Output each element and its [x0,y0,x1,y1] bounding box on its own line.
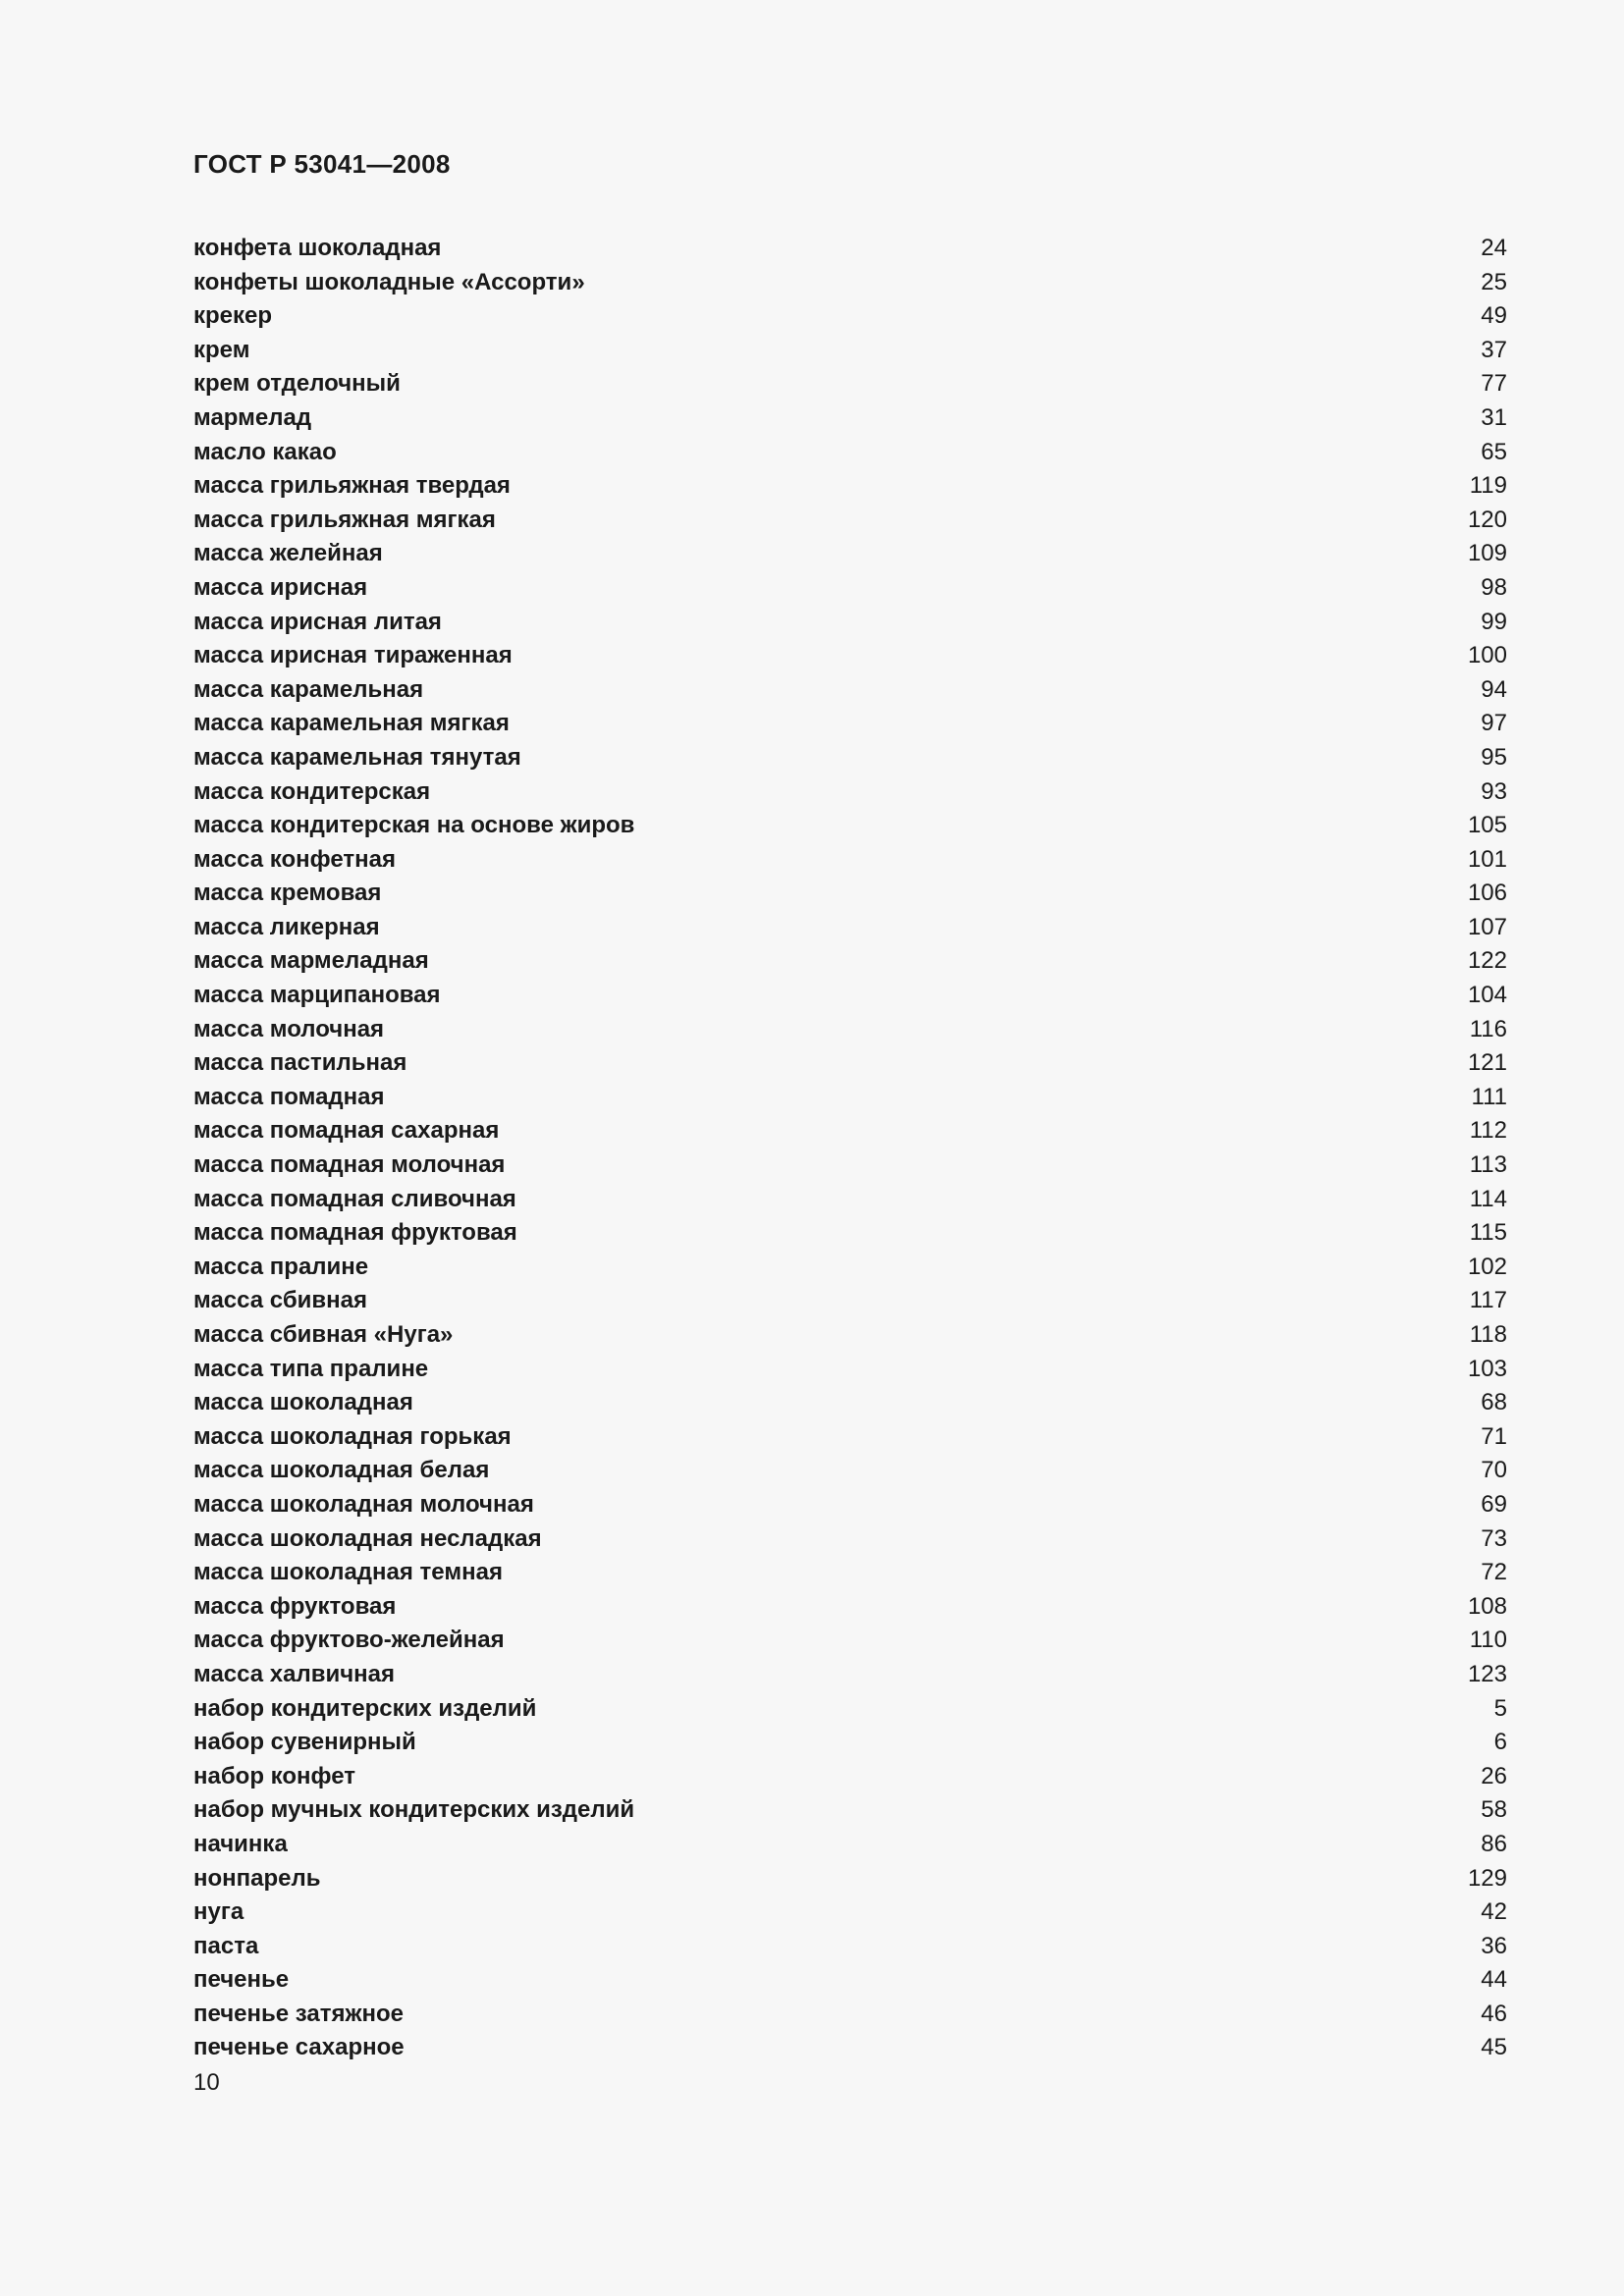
index-term: паста [193,1932,259,1959]
index-entry [193,1148,1507,1183]
index-term: масса типа пралине [193,1355,429,1382]
index-term: набор конфет [193,1762,355,1789]
index-term: масса помадная фруктовая [193,1219,517,1247]
index-term: масса фруктово-желейная [193,1627,505,1654]
index-term: масса кондитерская [193,777,431,805]
index-entry [193,1386,1507,1420]
index-term: начинка [193,1830,288,1857]
index-ref-number: 123 [1467,1660,1507,1687]
alphabetical-index [193,232,1507,2065]
index-entry [193,1590,1507,1625]
index-entry [193,1726,1507,1760]
index-entry [193,1963,1507,1998]
index-term: крем [193,336,250,363]
index-term: масса пастильная [193,1049,407,1077]
index-entry [193,469,1507,504]
index-ref-number: 109 [1467,540,1507,567]
index-entry [193,1793,1507,1828]
index-entry [193,1556,1507,1590]
index-ref-number: 93 [1481,777,1507,805]
index-ref-number: 129 [1467,1864,1507,1892]
index-term: масса грильяжная твердая [193,472,511,500]
index-ref-number: 108 [1467,1592,1507,1620]
index-ref-number: 49 [1481,302,1507,330]
index-term: масса молочная [193,1015,385,1042]
index-term: конфета шоколадная [193,235,442,261]
index-entry [193,1046,1507,1081]
index-ref-number: 98 [1481,573,1507,601]
index-ref-number: 104 [1467,982,1507,1009]
index-entry [193,843,1507,878]
index-ref-number: 68 [1481,1389,1507,1416]
index-ref-number: 31 [1481,403,1507,431]
index-ref-number: 113 [1469,1151,1507,1179]
index-ref-number: 71 [1481,1422,1507,1450]
index-term: печенье [193,1966,290,1994]
index-term: масса шоколадная несладкая [193,1524,542,1552]
index-ref-number: 6 [1493,1729,1507,1756]
index-term: масса кондитерская на основе жиров [193,812,635,839]
index-term: масло какао [193,438,337,465]
index-term: нонпарель [193,1864,321,1892]
index-ref-number: 119 [1469,472,1507,500]
index-term: масса помадная [193,1083,385,1110]
index-entry [193,1353,1507,1387]
index-ref-number: 26 [1481,1762,1507,1789]
index-entry [193,1896,1507,1930]
index-entry [193,266,1507,300]
index-entry [193,1692,1507,1727]
index-ref-number: 42 [1481,1898,1507,1926]
index-entry [193,1862,1507,1896]
index-ref-number: 116 [1469,1015,1507,1042]
index-entry [193,1081,1507,1115]
index-term: крекер [193,302,273,330]
index-ref-number: 102 [1467,1253,1507,1280]
index-ref-number: 105 [1467,812,1507,839]
index-term: масса конфетная [193,845,396,873]
index-entry [193,775,1507,810]
index-entry [193,1216,1507,1251]
index-entry [193,571,1507,606]
index-ref-number: 100 [1467,642,1507,669]
index-entry [193,1828,1507,1862]
index-term: масса сбивная [193,1287,367,1314]
index-entry [193,673,1507,708]
index-entry [193,401,1507,436]
index-ref-number: 24 [1481,235,1507,261]
index-ref-number: 77 [1481,370,1507,398]
index-ref-number: 65 [1481,438,1507,465]
index-term: масса ирисная [193,573,368,601]
index-ref-number: 70 [1481,1457,1507,1484]
index-ref-number: 106 [1467,880,1507,907]
index-entry [193,1114,1507,1148]
index-ref-number: 72 [1481,1559,1507,1586]
index-entry [193,1488,1507,1522]
index-ref-number: 73 [1481,1524,1507,1552]
index-entry [193,944,1507,979]
index-ref-number: 99 [1481,608,1507,635]
index-entry [193,979,1507,1013]
index-term: нуга [193,1898,244,1926]
index-ref-number: 94 [1481,675,1507,703]
index-term: масса карамельная тянутая [193,743,521,771]
index-term: масса сбивная «Нуга» [193,1321,454,1348]
index-ref-number: 111 [1471,1083,1507,1110]
index-term: масса шоколадная [193,1389,413,1416]
index-term: масса ликерная [193,913,380,940]
document-header: ГОСТ Р 53041—2008 [193,149,451,179]
index-entry [193,639,1507,673]
index-ref-number: 115 [1469,1219,1507,1247]
index-term: масса мармеладная [193,947,429,975]
index-term: масса марципановая [193,982,441,1009]
index-ref-number: 110 [1469,1627,1507,1654]
index-ref-number: 112 [1469,1117,1507,1145]
index-entry [193,1658,1507,1692]
index-entry [193,1251,1507,1285]
index-ref-number: 117 [1469,1287,1507,1314]
index-entry [193,1760,1507,1794]
index-ref-number: 121 [1467,1049,1507,1077]
index-entry [193,809,1507,843]
index-term: крем отделочный [193,370,401,398]
index-entry [193,1998,1507,2032]
index-term: масса ирисная литая [193,608,442,635]
index-entry [193,1013,1507,1047]
index-entry [193,1318,1507,1353]
index-entry [193,707,1507,741]
index-term: масса шоколадная темная [193,1559,503,1586]
index-term: масса пралине [193,1253,369,1280]
index-ref-number: 114 [1469,1185,1507,1212]
index-term: печенье затяжное [193,2000,405,2027]
index-term: конфеты шоколадные «Ассорти» [193,268,585,295]
index-entry [193,911,1507,945]
index-ref-number: 103 [1467,1355,1507,1382]
index-term: масса помадная молочная [193,1151,506,1179]
index-ref-number: 36 [1481,1932,1507,1959]
index-entry [193,334,1507,368]
index-entry [193,367,1507,401]
index-ref-number: 101 [1467,845,1507,873]
index-entry [193,504,1507,538]
index-term: набор сувенирный [193,1729,416,1756]
index-entry [193,1420,1507,1455]
index-ref-number: 5 [1493,1694,1507,1722]
index-entry [193,1183,1507,1217]
index-entry [193,877,1507,911]
index-term: масса шоколадная молочная [193,1490,534,1518]
index-term: печенье сахарное [193,2034,405,2061]
index-term: набор мучных кондитерских изделий [193,1796,635,1824]
index-term: масса халвичная [193,1660,396,1687]
index-ref-number: 37 [1481,336,1507,363]
index-ref-number: 86 [1481,1830,1507,1857]
index-ref-number: 120 [1467,506,1507,533]
index-entry [193,606,1507,640]
index-entry [193,232,1507,266]
index-ref-number: 44 [1481,1966,1507,1994]
index-term: масса фруктовая [193,1592,397,1620]
index-ref-number: 118 [1469,1321,1507,1348]
index-entry [193,1454,1507,1488]
index-term: масса ирисная тираженная [193,642,513,669]
index-entry [193,299,1507,334]
index-term: масса грильяжная мягкая [193,506,496,533]
index-ref-number: 95 [1481,743,1507,771]
index-entry [193,537,1507,571]
index-entry [193,436,1507,470]
index-term: масса помадная сливочная [193,1185,516,1212]
index-ref-number: 25 [1481,268,1507,295]
index-term: масса помадная сахарная [193,1117,500,1145]
index-term: масса желейная [193,540,383,567]
index-term: масса карамельная мягкая [193,710,510,737]
index-term: мармелад [193,403,312,431]
index-ref-number: 45 [1481,2034,1507,2061]
index-entry [193,1930,1507,1964]
index-term: набор кондитерских изделий [193,1694,537,1722]
index-ref-number: 122 [1467,947,1507,975]
index-entry [193,1522,1507,1557]
index-entry [193,1284,1507,1318]
index-entry [193,741,1507,775]
index-term: масса шоколадная белая [193,1457,490,1484]
page-number: 10 [193,2069,220,2096]
index-ref-number: 97 [1481,710,1507,737]
index-term: масса кремовая [193,880,382,907]
index-entry [193,2031,1507,2065]
index-ref-number: 107 [1467,913,1507,940]
index-term: масса карамельная [193,675,424,703]
index-ref-number: 58 [1481,1796,1507,1824]
index-term: масса шоколадная горькая [193,1422,512,1450]
index-entry [193,1624,1507,1658]
index-ref-number: 69 [1481,1490,1507,1518]
index-ref-number: 46 [1481,2000,1507,2027]
